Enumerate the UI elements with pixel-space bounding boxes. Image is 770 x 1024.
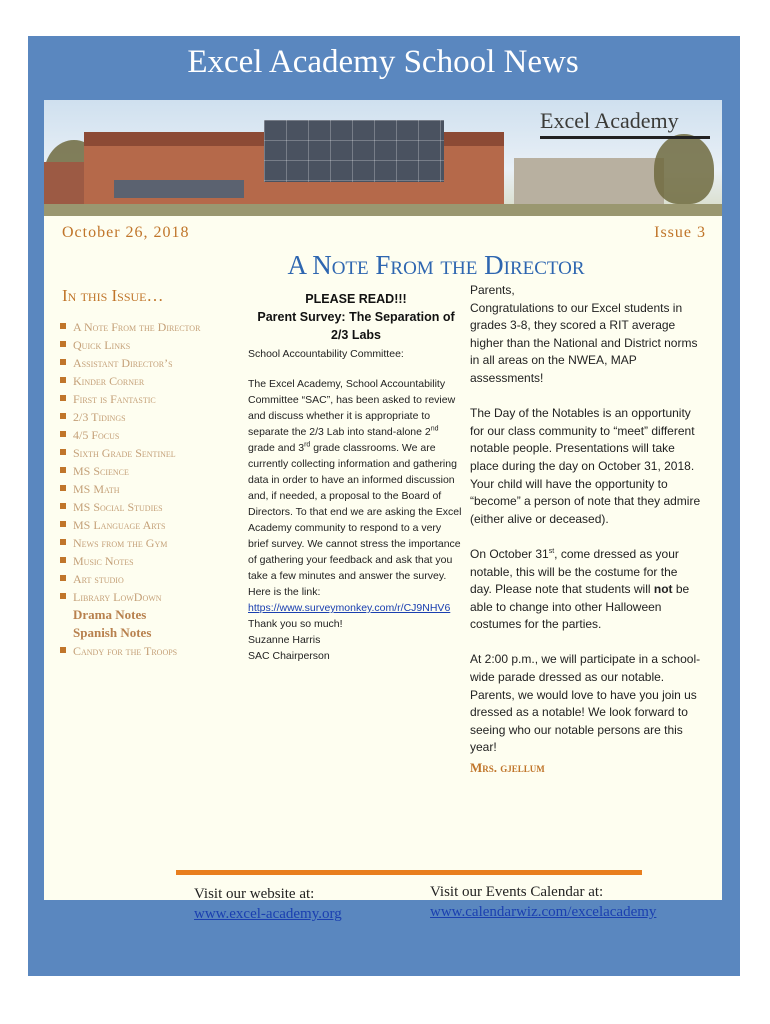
director-para-3-a: On October 31 [470, 546, 549, 561]
survey-body-b: grade and 3 [248, 442, 305, 454]
issue-date: October 26, 2018 [62, 224, 190, 241]
survey-heading-2: Parent Survey: The Separation of 2/3 Labs [257, 310, 455, 342]
director-greeting: Parents, [470, 283, 515, 297]
survey-signer: Suzanne Harris [248, 634, 321, 646]
toc-item-label: Spanish Notes [73, 625, 152, 640]
tree-shape [654, 134, 714, 204]
toc-item-label: 4/5 Focus [73, 428, 120, 442]
bullet-icon [60, 449, 66, 455]
survey-signer-title: SAC Chairperson [248, 650, 330, 662]
spacer [470, 634, 702, 652]
banner-brand-underline [540, 136, 710, 139]
survey-heading-1: PLEASE READ!!! [305, 292, 407, 306]
toc-item[interactable] [60, 480, 232, 498]
survey-column [248, 290, 464, 664]
toc-item-label: A Note From the Director [73, 320, 201, 334]
toc-item-label: Drama Notes [73, 607, 147, 622]
director-para-3-bold: not [653, 582, 673, 597]
bullet-icon [60, 503, 66, 509]
toc-item[interactable] [60, 336, 232, 354]
toc-item-label: Kinder Corner [73, 374, 145, 388]
bullet-icon [60, 521, 66, 527]
toc-item[interactable] [60, 372, 232, 390]
toc-item-label: MS Math [73, 482, 120, 496]
toc-item-label: MS Science [73, 464, 129, 478]
bullet-icon [60, 431, 66, 437]
toc-item-label: Quick Links [73, 338, 131, 352]
building-windows [114, 180, 244, 198]
footer-divider [176, 870, 642, 875]
newsletter-title: Excel Academy School News [187, 44, 579, 80]
website-link[interactable]: www.excel-academy.org [194, 906, 342, 922]
spacer [248, 362, 464, 376]
bullet-icon [60, 575, 66, 581]
survey-body-a: The Excel Academy, School Accountability Committee “SAC”, has been asked to review and discuss whether it is appropriate to separate the 2/3 Lab into stand-alone 2 [248, 378, 456, 438]
toc-item-label: Candy for the Troops [73, 644, 178, 658]
toc-item[interactable] [60, 498, 232, 516]
bullet-icon [60, 647, 66, 653]
survey-sup-b: rd [304, 441, 311, 449]
bullet-icon [60, 413, 66, 419]
bullet-icon [60, 341, 66, 347]
banner-brand-text: Excel Academy [540, 108, 679, 133]
toc-item[interactable] [60, 534, 232, 552]
footer-website [194, 884, 342, 924]
toc-item[interactable] [60, 390, 232, 408]
toc-item[interactable] [60, 318, 232, 336]
director-para-3-sup: st [548, 547, 555, 555]
spacer [470, 388, 702, 406]
toc-item[interactable] [60, 642, 232, 660]
ground-strip [44, 204, 722, 216]
survey-body-c: grade classrooms. We are currently collecting information and gathering data in order to have an informed discussion and, if needed, a proposal to the Board of Directors. To that end we are asking the Excel Academy community to respond to a very brief survey. We cannot stress the importance of gathering your feedback and ask that you take a few minutes and answer the survey. [248, 442, 462, 582]
toc-item[interactable] [60, 462, 232, 480]
footer-calendar [430, 882, 656, 922]
director-signature: Mrs. gjellum [470, 760, 545, 776]
toc-item[interactable] [60, 444, 232, 462]
section-title: A Note From the Director [287, 250, 585, 280]
school-banner-image [44, 100, 722, 216]
toc-item-label: News from the Gym [73, 536, 168, 550]
calendar-label: Visit our Events Calendar at: [430, 884, 604, 900]
toc-item-label: MS Language Arts [73, 518, 166, 532]
director-para-2: The Day of the Notables is an opportunity for our class community to “meet” different notable people. Presentations will take place during the day on October 31, 2018. Your child will have the opportunity to “become” a person of note that they admire (either alive or deceased). [470, 406, 701, 526]
bullet-icon [60, 485, 66, 491]
survey-committee: School Accountability Committee: [248, 348, 404, 360]
calendar-link[interactable]: www.calendarwiz.com/excelacademy [430, 904, 657, 920]
director-para-4: At 2:00 p.m., we will participate in a school-wide parade dressed as our notable. Parents, we would love to have you join us dressed as a notable! We look forward to seeing who our notable persons are this year! [470, 652, 701, 755]
toc-item-label: First is Fantastic [73, 392, 156, 406]
director-para-1: Congratulations to our Excel students in grades 3-8, they scored a RIT average higher than the National and District norms in all areas on the NWEA, MAP assessments! [470, 300, 698, 385]
survey-body [248, 376, 464, 584]
website-label: Visit our website at: [194, 886, 315, 902]
toc-item[interactable] [60, 624, 232, 642]
survey-link-intro: Here is the link: [248, 586, 321, 598]
survey-thanks: Thank you so much! [248, 618, 343, 630]
toc-item-label: Library LowDown [73, 590, 162, 604]
toc-item-label: MS Social Studies [73, 500, 163, 514]
toc-list [60, 318, 232, 660]
toc-item-label: Music Notes [73, 554, 134, 568]
building-glass-grid [264, 120, 444, 182]
toc-item[interactable] [60, 426, 232, 444]
toc-item[interactable] [60, 606, 232, 624]
director-column [470, 282, 702, 777]
issue-number: Issue 3 [654, 224, 706, 241]
toc-item[interactable] [60, 408, 232, 426]
bullet-icon [60, 467, 66, 473]
toc-item[interactable] [60, 516, 232, 534]
director-para-3-c: be able to change into other Halloween costumes for the parties. [470, 582, 690, 632]
bullet-icon [60, 557, 66, 563]
toc-title: In this Issue… [62, 286, 164, 305]
survey-sup-a: nd [430, 425, 439, 433]
survey-link[interactable]: https://www.surveymonkey.com/r/CJ9NHV6 [248, 602, 451, 614]
toc-item-label: Sixth Grade Sentinel [73, 446, 176, 460]
toc-item-label: 2/3 Tidings [73, 410, 126, 424]
bullet-icon [60, 539, 66, 545]
toc-item[interactable] [60, 354, 232, 372]
toc-item[interactable] [60, 570, 232, 588]
spacer [470, 528, 702, 546]
toc-item[interactable] [60, 588, 232, 606]
bullet-icon [60, 395, 66, 401]
toc-item-label: Art studio [73, 572, 124, 586]
director-para-3 [470, 546, 702, 634]
toc-item[interactable] [60, 552, 232, 570]
director-para-3-b: , come dressed as your notable, this will be the costume for the day. Please note that students will [470, 546, 679, 597]
bullet-icon [60, 593, 66, 599]
bullet-icon [60, 377, 66, 383]
bullet-icon [60, 323, 66, 329]
bullet-icon [60, 359, 66, 365]
toc-item-label: Assistant Director’s [73, 356, 173, 370]
